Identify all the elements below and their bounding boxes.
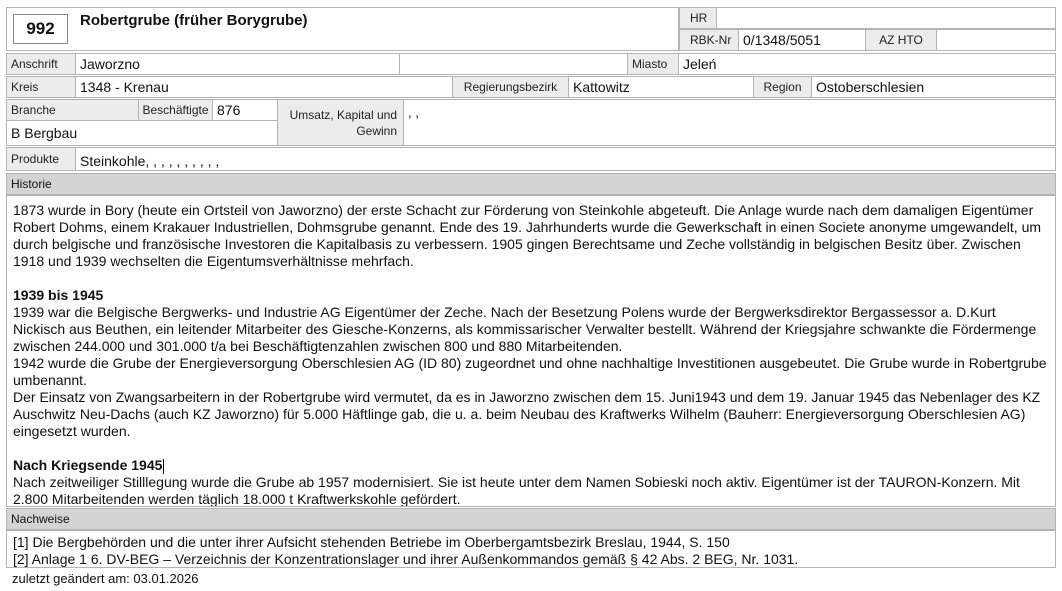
anschrift-field[interactable]: Jaworzno <box>75 53 400 75</box>
hr-label: HR <box>679 7 717 29</box>
rbk-field[interactable]: 0/1348/5051 <box>738 29 866 51</box>
spacer <box>13 440 1049 457</box>
text-cursor <box>163 459 164 474</box>
umsatz-field[interactable]: , , <box>403 99 1056 146</box>
miasto-field[interactable]: Jeleń <box>678 53 1056 75</box>
branche-label: Branche <box>6 99 139 121</box>
umsatz-label: Umsatz, Kapital und Gewinn <box>277 99 404 146</box>
historie-paragraph: 1939 war die Belgische Bergwerks- und Industrie AG Eigentümer der Zeche. Nach der Besetzung Polens wurde der Bergwerksdirektor Bergassessor a. D.Kurt Nickisch aus Beuthen, ein leitender Mitarbeiter des Giesche-Konzerns, als kommissarischer Verwalter bestellt. Während der Kriegsjahre schwankte die Fördermenge zwischen 244.000 und 301.000 t/a bei Beschäftigtenzahlen zwischen 800 und 880 Mitarbeitenden. <box>13 304 1037 354</box>
historie-paragraph: Der Einsatz von Zwangsarbeitern in der Robertgrube wird vermutet, da es in Jaworzno zwischen dem 15. Juni1943 und dem 19. Januar 1945 das Nebenlager des KZ Auschwitz Neu-Dachs (auch KZ Jaworzno) für 5.000 Häftlinge gab, die u. a. beim Neubau des Kraftwerks Wilhelm (Bauherr: Energieversorgung Oberschlesien AG) eingesetzt wurden. <box>13 389 1041 439</box>
historie-paragraph: 1942 wurde die Grube der Energieversorgung Oberschlesien AG (ID 80) zugeordnet und ohne nachhaltige Investitionen ausgebeutet. Die Grube wurde in Robertgrube umbenannt. <box>13 355 1047 388</box>
historie-paragraph: 1873 wurde in Bory (heute ein Ortsteil von Jaworzno) der erste Schacht zur Förderung von Steinkohle abgeteuft. Die Anlage wurde nach dem damaligen Eigentümer Robert Dohms, einem Krakauer Industriellen, Dohmsgrube genannt. Ende des 19. Jahrhunderts wurde die Gewerkschaft in einen Societe anonyme umgewandelt, um durch belgische und französische Investoren die Kapitalbasis zu verbessern. 1905 gingen Berechtsame und Zeche vollständig in belgischen Besitz über. Zwischen 1918 und 1939 wechselten die Eigentumsverhältnisse mehrfach. <box>13 202 1042 269</box>
produkte-label: Produkte <box>6 147 76 171</box>
reference-item: [2] Anlage 1 6. DV-BEG – Verzeichnis der Konzentrationslager und ihrer Außenkommandos gemäß § 42 Abs. 2 BEG, Nr. 1031. <box>13 551 799 567</box>
historie-heading: 1939 bis 1945 <box>13 287 104 303</box>
az-hto-label: AZ HTO <box>865 29 937 51</box>
produkte-field[interactable]: Steinkohle, , , , , , , , , , <box>75 147 1056 171</box>
kreis-label: Kreis <box>6 76 76 98</box>
historie-paragraph: Nach zeitweiliger Stilllegung wurde die Grube ab 1957 modernisiert. Sie ist heute unter dem Namen Sobieski noch aktiv. Eigentümer ist der TAURON-Konzern. Mit 2.800 Mitarbeitenden werden täglich 18.000 t Kraftwerkskohle gefördert. <box>13 474 1020 507</box>
miasto-label: Miasto <box>627 53 679 75</box>
hr-field[interactable] <box>716 7 1056 29</box>
az-hto-field[interactable] <box>936 29 1056 51</box>
historie-heading-text: Nach Kriegsende 1945 <box>13 457 163 473</box>
regierungsbezirk-label: Regierungsbezirk <box>452 76 569 98</box>
region-field[interactable]: Ostoberschlesien <box>811 76 1056 98</box>
page-title: Robertgrube (früher Borygrube) <box>80 12 308 29</box>
anschrift-label: Anschrift <box>6 53 76 75</box>
nachweise-textarea[interactable] <box>6 530 1056 568</box>
last-changed-text: zuletzt geändert am: 03.01.2026 <box>12 571 199 586</box>
beschaeftigte-field[interactable]: 876 <box>212 99 278 121</box>
branche-field[interactable]: B Bergbau <box>6 120 278 146</box>
historie-heading <box>13 457 1049 474</box>
anschrift-extra-field[interactable] <box>399 53 628 75</box>
spacer <box>13 270 1049 287</box>
historie-header: Historie <box>6 173 1056 195</box>
historie-textarea[interactable] <box>6 195 1056 507</box>
rbk-label: RBK-Nr <box>679 29 739 51</box>
reference-item: [1] Die Bergbehörden und die unter ihrer Aufsicht stehenden Betriebe im Oberbergamtsbezirk Breslau, 1944, S. 150 <box>13 534 730 550</box>
id-number-box: 992 <box>13 14 68 44</box>
regierungsbezirk-field[interactable]: Kattowitz <box>568 76 754 98</box>
region-label: Region <box>753 76 812 98</box>
nachweise-header: Nachweise <box>6 508 1056 530</box>
kreis-field[interactable]: 1348 - Krenau <box>75 76 453 98</box>
beschaeftigte-label: Beschäftigte <box>138 99 213 121</box>
